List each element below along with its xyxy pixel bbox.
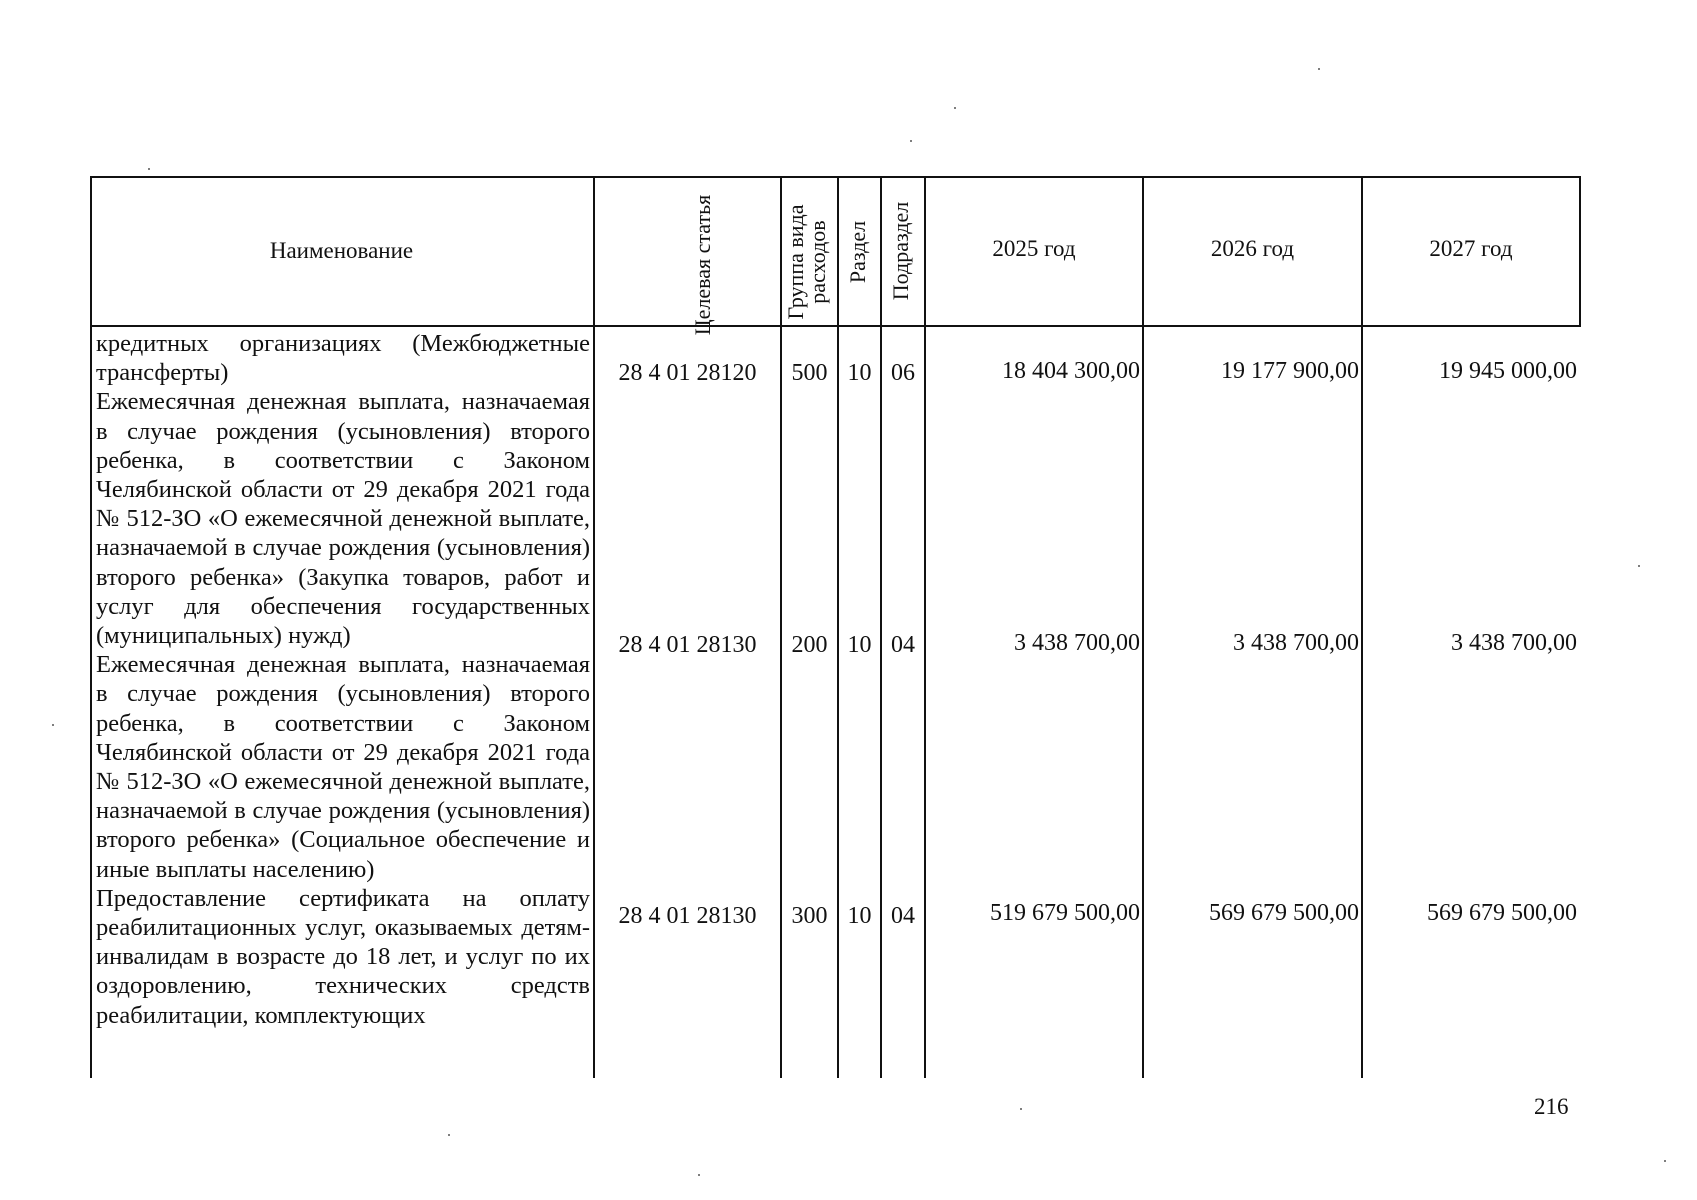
scan-speck	[1020, 1108, 1022, 1110]
scan-speck	[954, 107, 956, 109]
cell-subsection: 06	[891, 360, 915, 386]
cell-2027: 3 438 700,00	[1451, 630, 1577, 656]
row-name-column	[96, 329, 590, 1030]
cell-2027: 569 679 500,00	[1427, 900, 1577, 926]
cell-expense-group: 500	[791, 360, 828, 386]
header-2026: 2026 год	[1210, 235, 1295, 261]
header-2025: 2025 год	[992, 235, 1076, 261]
cell-section: 10	[847, 903, 872, 929]
scan-speck	[1318, 68, 1320, 70]
header-section: Раздел	[845, 220, 870, 284]
col-border	[593, 176, 595, 1078]
cell-2025: 3 438 700,00	[1014, 630, 1140, 656]
scan-speck	[52, 724, 54, 726]
scan-speck	[148, 168, 150, 170]
col-border	[837, 176, 839, 1078]
row-name: Ежемесячная денежная выплата, назначаемая в случае рождения (усыновления) второго ребенка, в соответствии с Законом Челябинской области от 29 декабря 2021 года № 512-ЗО «О ежемесячной денежной выплате, назначаемой в случае рождения (усыновления) второго ребенка» (Социальное обеспечение и иные выплаты населению)	[96, 651, 590, 883]
cell-target-article: 28 4 01 28120	[618, 360, 757, 386]
cell-section: 10	[847, 360, 872, 386]
cell-2027: 19 945 000,00	[1439, 358, 1577, 384]
cell-expense-group: 200	[791, 632, 828, 658]
header-2027: 2027 год	[1429, 235, 1513, 261]
cell-2026: 19 177 900,00	[1221, 358, 1359, 384]
scan-speck	[1664, 1160, 1666, 1162]
col-border	[780, 176, 782, 1078]
cell-2026: 569 679 500,00	[1209, 900, 1359, 926]
header-subsection: Подраздел	[888, 201, 913, 301]
scan-speck	[698, 1174, 700, 1176]
scan-speck	[910, 140, 912, 142]
cell-2026: 3 438 700,00	[1233, 630, 1359, 656]
col-border	[880, 176, 882, 1078]
cell-target-article: 28 4 01 28130	[618, 903, 757, 929]
cell-expense-group: 300	[791, 903, 828, 929]
cell-target-article: 28 4 01 28130	[618, 632, 757, 658]
header-target-article: Целевая статья	[690, 194, 715, 336]
cell-2025: 519 679 500,00	[990, 900, 1140, 926]
row-name: Ежемесячная денежная выплата, назначаемая в случае рождения (усыновления) второго ребенка, в соответствии с Законом Челябинской области от 29 декабря 2021 года № 512-ЗО «О ежемесячной денежной выплате, назначаемой в случае рождения (усыновления) второго ребенка» (Закупка товаров, работ и услуг для обеспечения государственных (муниципальных) нужд)	[96, 388, 590, 650]
row-name: кредитных организациях (Межбюджетные трансферты)	[96, 330, 590, 387]
cell-section: 10	[847, 632, 872, 658]
scan-speck	[1638, 565, 1640, 567]
header-name: Наименование	[269, 237, 414, 263]
cell-subsection: 04	[891, 632, 915, 658]
row-name: Предоставление сертификата на оплату реабилитационных услуг, оказываемых детям-инвалидам в возрасте до 18 лет, и услуг по их оздоровлению, технических средств реабилитации, комплектующих	[96, 884, 590, 1029]
cell-2025: 18 404 300,00	[1002, 358, 1140, 384]
col-border	[1579, 176, 1581, 326]
scan-speck	[448, 1134, 450, 1136]
cell-subsection: 04	[891, 903, 915, 929]
header-expense-group: Группа вида расходов	[783, 204, 830, 320]
budget-table	[90, 176, 1581, 1078]
page-number: 216	[1534, 1094, 1569, 1119]
